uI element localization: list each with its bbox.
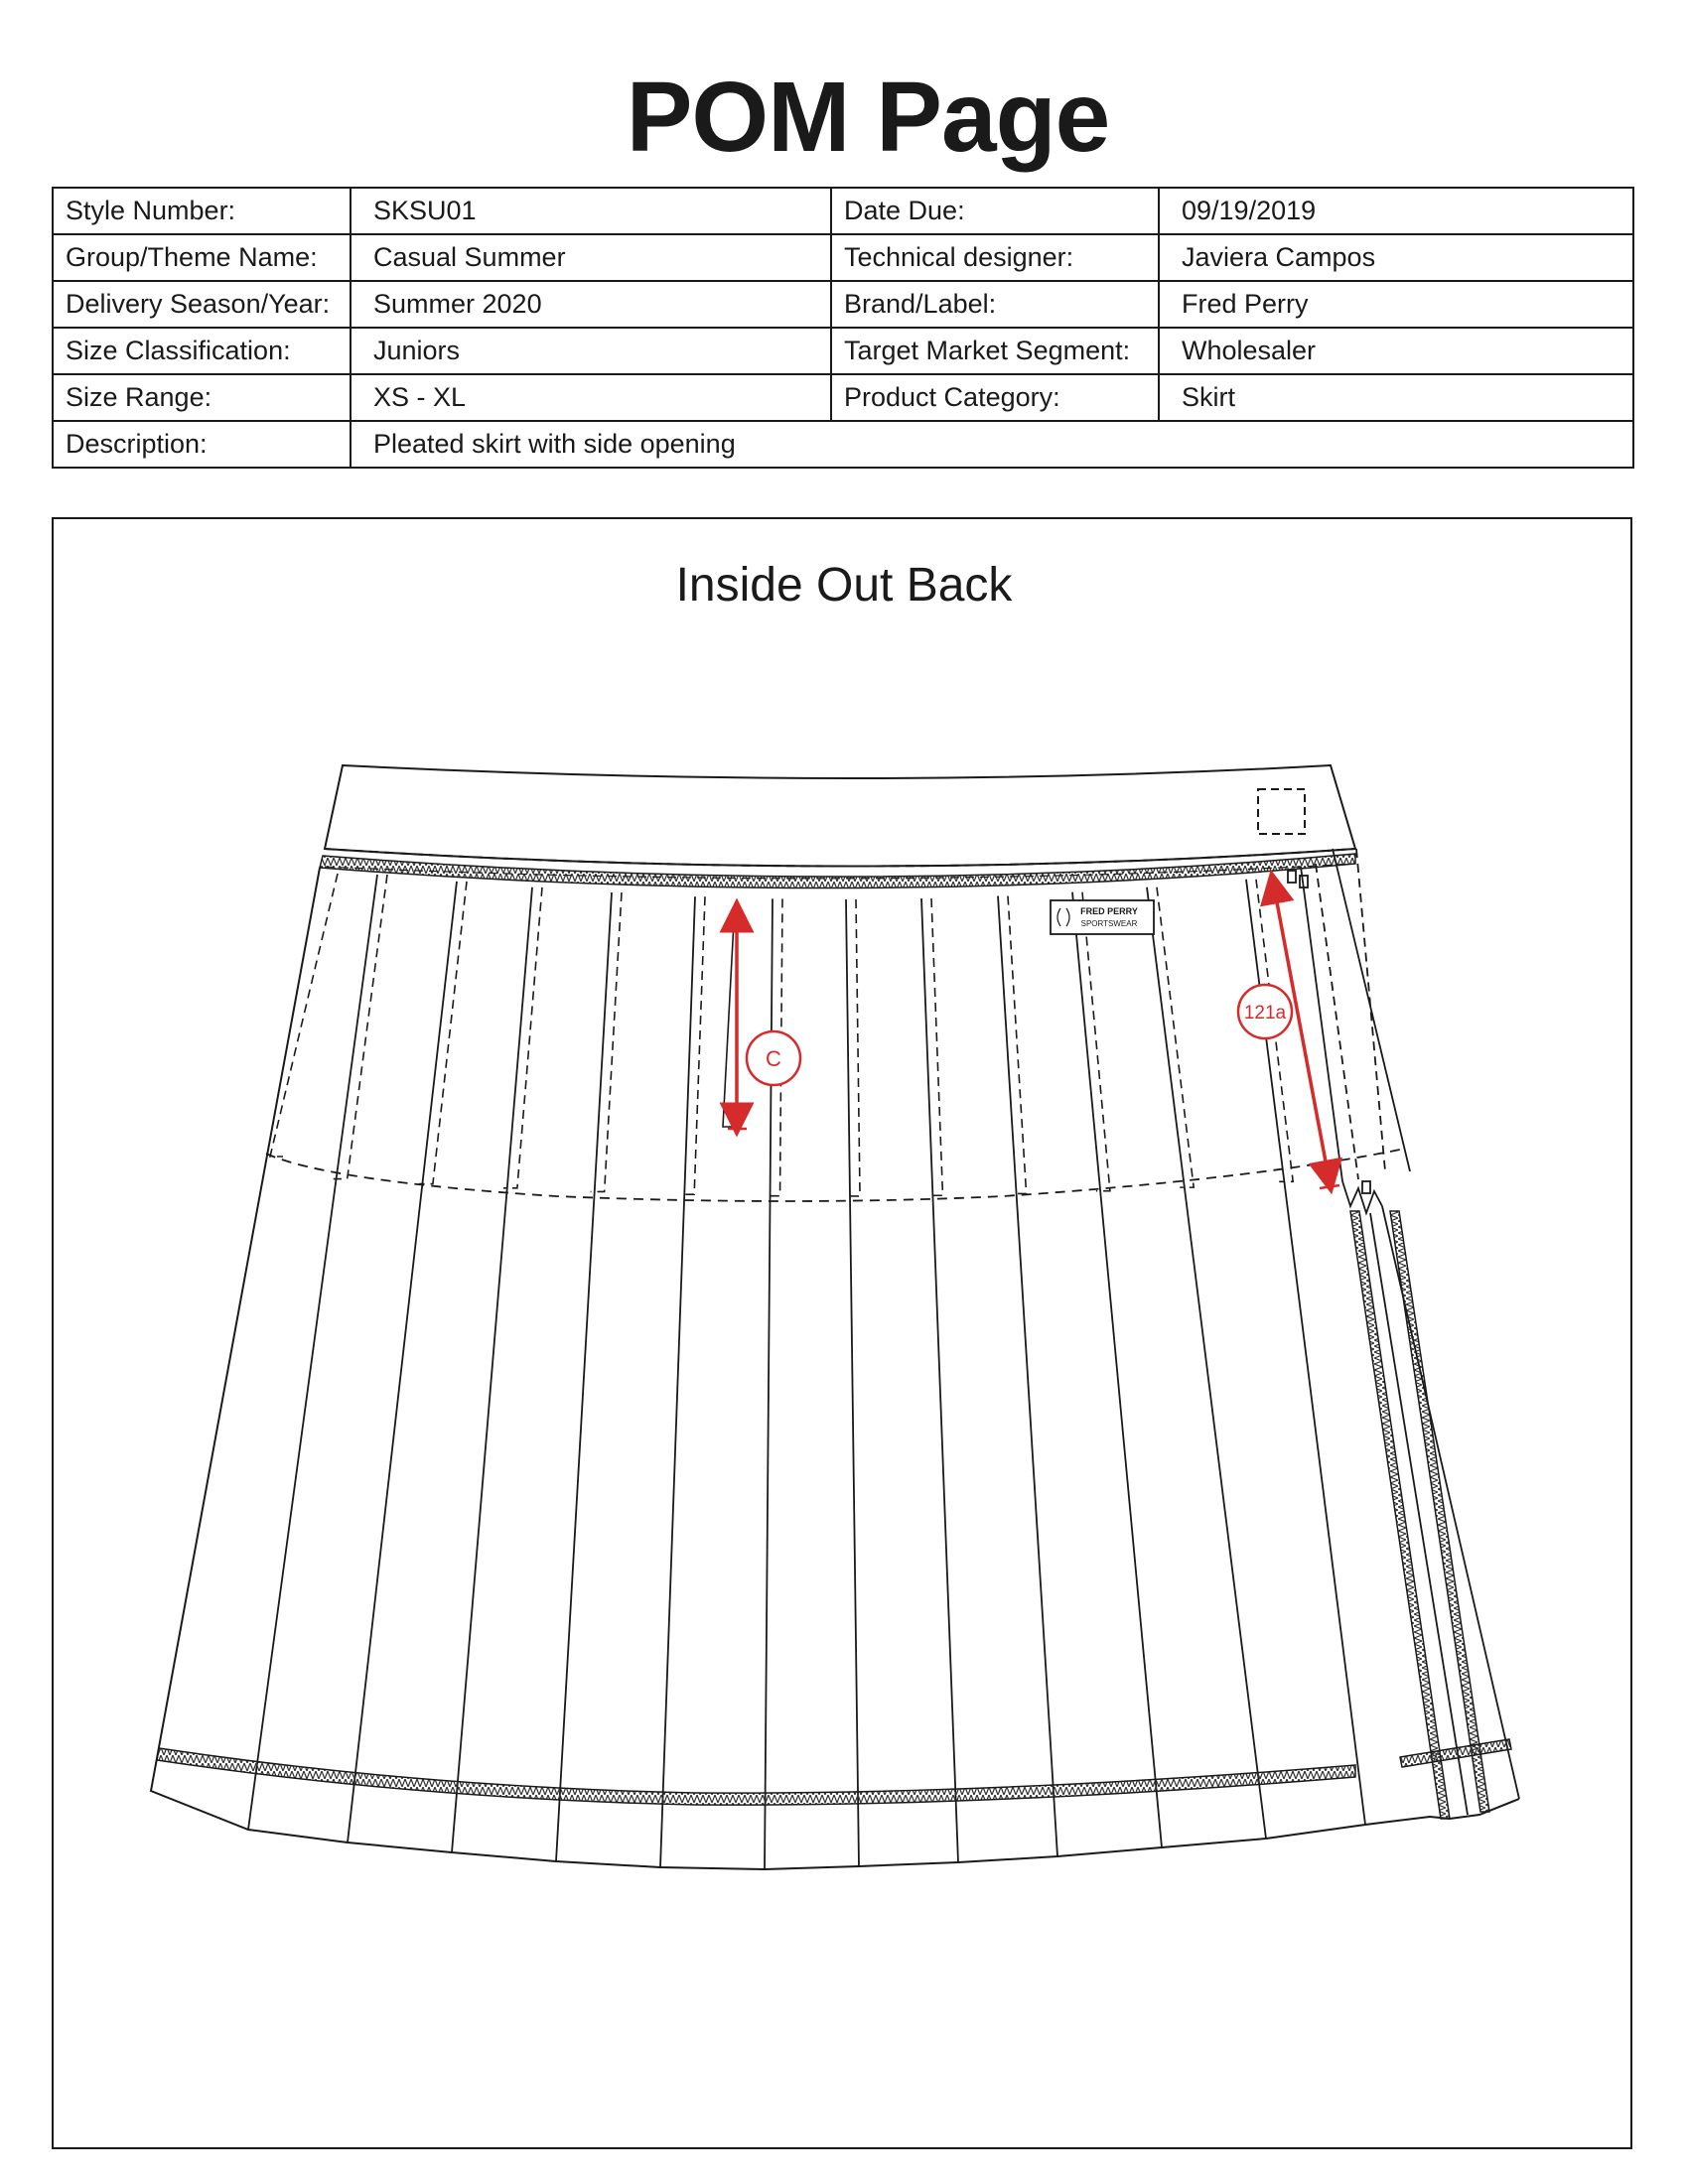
- size-classification-value: Juniors: [351, 328, 831, 374]
- waistband: [325, 765, 1355, 867]
- pleat-fold: [660, 896, 695, 1867]
- target-market-label: Target Market Segment:: [831, 328, 1159, 374]
- brand-label: Brand/Label:: [831, 281, 1159, 328]
- delivery-season-value: Summer 2020: [351, 281, 831, 328]
- pleat-stitch-line: [503, 887, 542, 1188]
- pleat-stitch-line: [270, 874, 338, 1157]
- group-theme-label: Group/Theme Name:: [53, 234, 351, 281]
- style-number-label: Style Number:: [53, 188, 351, 234]
- brand-tag: [1051, 900, 1154, 934]
- pleat-lines: [248, 875, 1365, 1869]
- pom-label-121a: 121a: [1243, 1003, 1287, 1024]
- date-due-value: 09/19/2019: [1159, 188, 1633, 234]
- size-range-value: XS - XL: [351, 374, 831, 421]
- technical-designer-value: Javiera Campos: [1159, 234, 1633, 281]
- group-theme-value: Casual Summer: [351, 234, 831, 281]
- pom-label-c: C: [766, 1046, 781, 1071]
- product-category-value: Skirt: [1159, 374, 1633, 421]
- pleat-fold: [921, 898, 958, 1862]
- pleat-stitch-line: [1008, 896, 1027, 1194]
- pleat-fold: [348, 882, 457, 1843]
- style-number-value: SKSU01: [351, 188, 831, 234]
- target-market-value: Wholesaler: [1159, 328, 1633, 374]
- brand-tag-line2: SPORTSWEAR: [1080, 919, 1138, 928]
- size-range-label: Size Range:: [53, 374, 351, 421]
- pleat-stitch-line: [334, 875, 387, 1179]
- pleat-fold: [452, 887, 532, 1852]
- product-category-label: Product Category:: [831, 374, 1159, 421]
- brand-value: Fred Perry: [1159, 281, 1633, 328]
- pleat-fold: [1072, 892, 1162, 1847]
- pleat-stitch-line: [591, 892, 622, 1191]
- description-value: Pleated skirt with side opening: [351, 421, 1633, 468]
- pom-measure-c: [728, 915, 800, 1129]
- technical-designer-label: Technical designer:: [831, 234, 1159, 281]
- description-label: Description:: [53, 421, 351, 468]
- pleat-fold: [248, 875, 377, 1830]
- hem-seam: [157, 1739, 1511, 1805]
- date-due-label: Date Due:: [831, 188, 1159, 234]
- side-placket: [1350, 1206, 1519, 1819]
- page-title: POM Page: [626, 62, 1110, 173]
- delivery-season-label: Delivery Season/Year:: [53, 281, 351, 328]
- skirt-body: [151, 868, 1519, 1869]
- pleat-stitch-line: [419, 882, 467, 1184]
- pleat-stitch-line: [1157, 887, 1194, 1187]
- size-classification-label: Size Classification:: [53, 328, 351, 374]
- pleat-fold: [846, 899, 859, 1866]
- hip-stitch-line: [266, 1150, 1400, 1201]
- brand-tag-line1: FRED PERRY: [1080, 906, 1138, 916]
- pleat-fold: [998, 896, 1057, 1856]
- dart-line: [723, 903, 735, 1127]
- view-title: Inside Out Back: [675, 559, 1013, 612]
- pleat-fold: [556, 892, 612, 1861]
